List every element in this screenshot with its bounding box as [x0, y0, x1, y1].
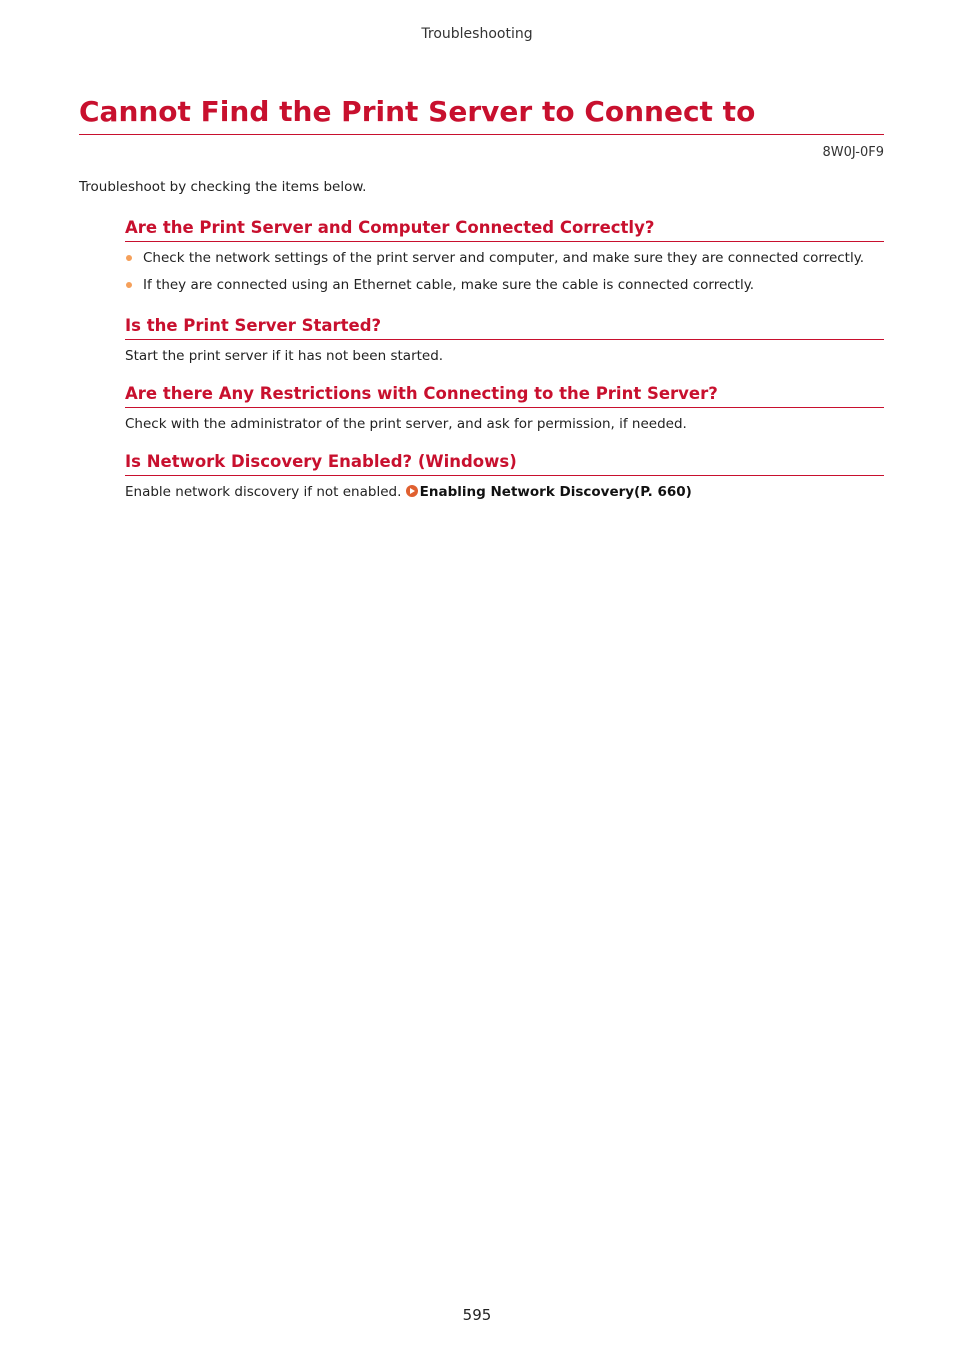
- section-network-discovery: [125, 450, 884, 502]
- section-heading: Are the Print Server and Computer Connected Correctly?: [125, 216, 884, 242]
- arrow-circle-icon: [406, 485, 418, 497]
- section-text: Check with the administrator of the print server, and ask for permission, if needed.: [125, 416, 687, 432]
- page-header: Troubleshooting: [421, 26, 533, 42]
- list-item: [125, 275, 884, 295]
- list-item-text: If they are connected using an Ethernet cable, make sure the cable is connected correctly.: [143, 277, 755, 293]
- section-heading: Is Network Discovery Enabled? (Windows): [125, 450, 884, 476]
- section-heading: Is the Print Server Started?: [125, 314, 884, 340]
- document-id: 8W0J-0F9: [822, 145, 884, 160]
- section-text-with-link: [125, 482, 884, 502]
- bullet-icon: [126, 255, 132, 261]
- section-heading: Are there Any Restrictions with Connecting to the Print Server?: [125, 382, 884, 408]
- bullet-list: [125, 248, 884, 295]
- page-title: Cannot Find the Print Server to Connect to: [79, 92, 884, 135]
- enabling-network-discovery-link[interactable]: [406, 484, 692, 500]
- section-server-started: [125, 314, 884, 366]
- page-number: 595: [462, 1306, 492, 1324]
- list-item: [125, 248, 884, 268]
- section-text: Enable network discovery if not enabled.: [125, 484, 402, 500]
- intro-text: Troubleshoot by checking the items below.: [79, 179, 367, 195]
- link-label: Enabling Network Discovery(P. 660): [419, 484, 692, 500]
- section-text: Start the print server if it has not been started.: [125, 348, 444, 364]
- section-connection: [125, 216, 884, 302]
- bullet-icon: [126, 282, 132, 288]
- list-item-text: Check the network settings of the print server and computer, and make sure they are connected correctly.: [143, 250, 865, 266]
- section-restrictions: [125, 382, 884, 434]
